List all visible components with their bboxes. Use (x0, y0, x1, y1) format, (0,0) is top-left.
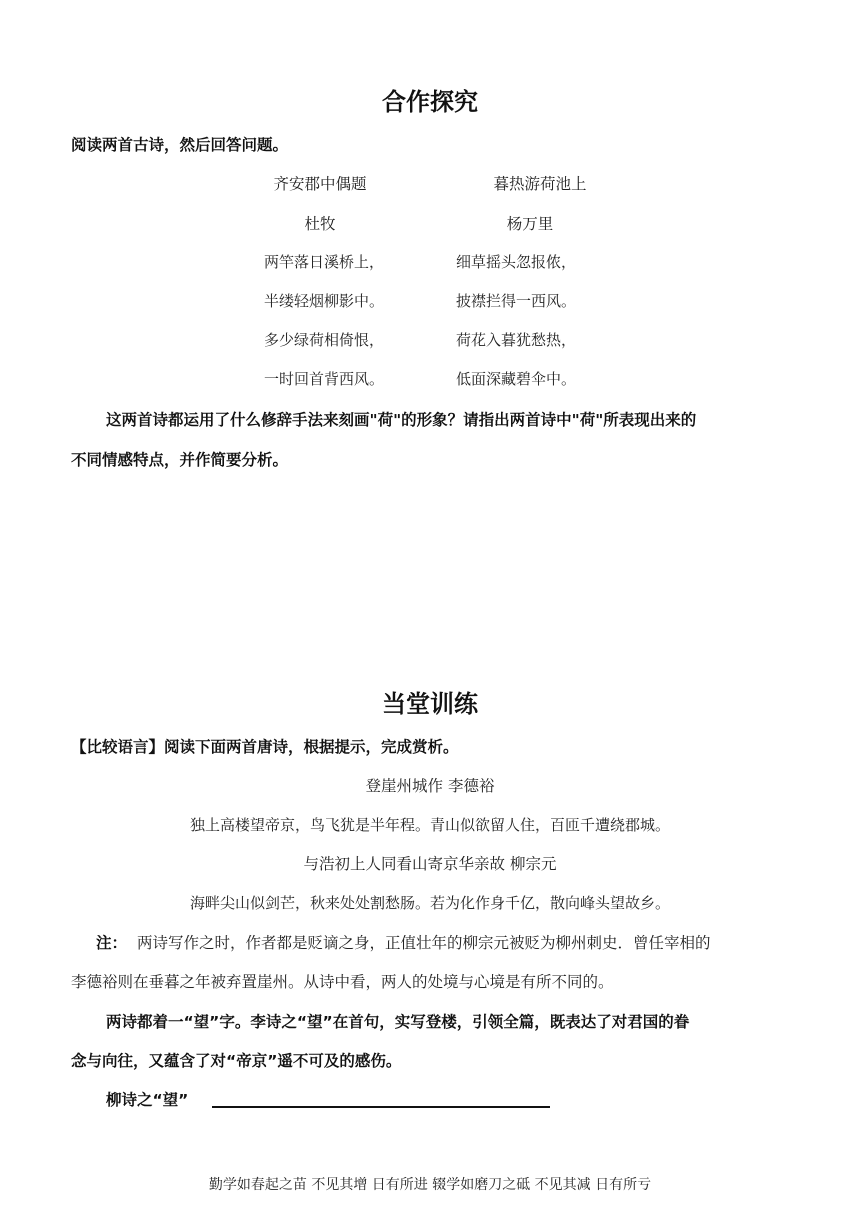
poem-4-text: 海畔尖山似剑芒，秋来处处割愁肠。若为化作身千亿，散向峰头望故乡。 (189, 894, 670, 912)
question-line-2: 不同情感特点，并作简要分析。 (71, 451, 289, 469)
section-title-cooperative-inquiry: 合作探究 (382, 88, 478, 116)
poem-3-text: 独上高楼望帝京，鸟飞犹是半年程。青山似欲留人住，百匝千遭绕郡城。 (189, 816, 670, 834)
analysis-line-1: 两诗都着一“望”字。李诗之“望”在首句，实写登楼，引领全篇，既表达了对君国的眷 (106, 1013, 690, 1031)
poem-2-title: 暮热游荷池上 (493, 175, 587, 193)
note-label: 注： (96, 934, 128, 952)
poem-1-line-4: 一时回首背西风。 (264, 370, 385, 388)
note-line-2: 李德裕则在垂暮之年被弃置崖州。从诗中看，两人的处境与心境是有所不同的。 (71, 973, 614, 991)
poem-3-title: 登崖州城作 李德裕 (365, 777, 495, 795)
section-title-class-practice: 当堂训练 (382, 690, 478, 718)
poem-2-line-2: 披襟拦得一西风。 (456, 292, 577, 310)
footer-motto: 勤学如春起之苗 不见其增 日有所进 辍学如磨刀之砥 不见其减 日有所亏 (208, 1177, 652, 1193)
poem-4-title: 与浩初上人同看山寄京华亲故 柳宗元 (303, 855, 557, 873)
poem-1-line-1: 两竿落日溪桥上， (264, 253, 385, 271)
note-text-1: 两诗写作之时，作者都是贬谪之身，正值壮年的柳宗元被贬为柳州刺史．曾任宰相的 (137, 934, 711, 952)
poem-2-line-3: 荷花入暮犹愁热， (456, 331, 577, 349)
answer-blank-line[interactable] (212, 1106, 550, 1108)
fill-prompt: 柳诗之“望” (106, 1091, 189, 1109)
section1-instruction: 阅读两首古诗，然后回答问题。 (71, 136, 289, 154)
poem-1-author: 杜牧 (304, 215, 336, 233)
poem-1-line-2: 半缕轻烟柳影中。 (264, 292, 385, 310)
section2-instruction: 【比较语言】阅读下面两首唐诗，根据提示，完成赏析。 (71, 738, 459, 756)
poem-1-title: 齐安郡中偶题 (273, 175, 367, 193)
analysis-line-2: 念与向往，又蕴含了对“帝京”遥不可及的感伤。 (71, 1052, 402, 1070)
poem-2-line-4: 低面深藏碧伞中。 (456, 370, 577, 388)
poem-2-author: 杨万里 (506, 215, 554, 233)
poem-1-line-3: 多少绿荷相倚恨， (264, 331, 385, 349)
poem-2-line-1: 细草摇头忽报侬， (456, 253, 577, 271)
note-line-1 (96, 931, 711, 953)
question-line-1: 这两首诗都运用了什么修辞手法来刻画"荷"的形象？请指出两首诗中"荷"所表现出来的 (106, 411, 697, 429)
